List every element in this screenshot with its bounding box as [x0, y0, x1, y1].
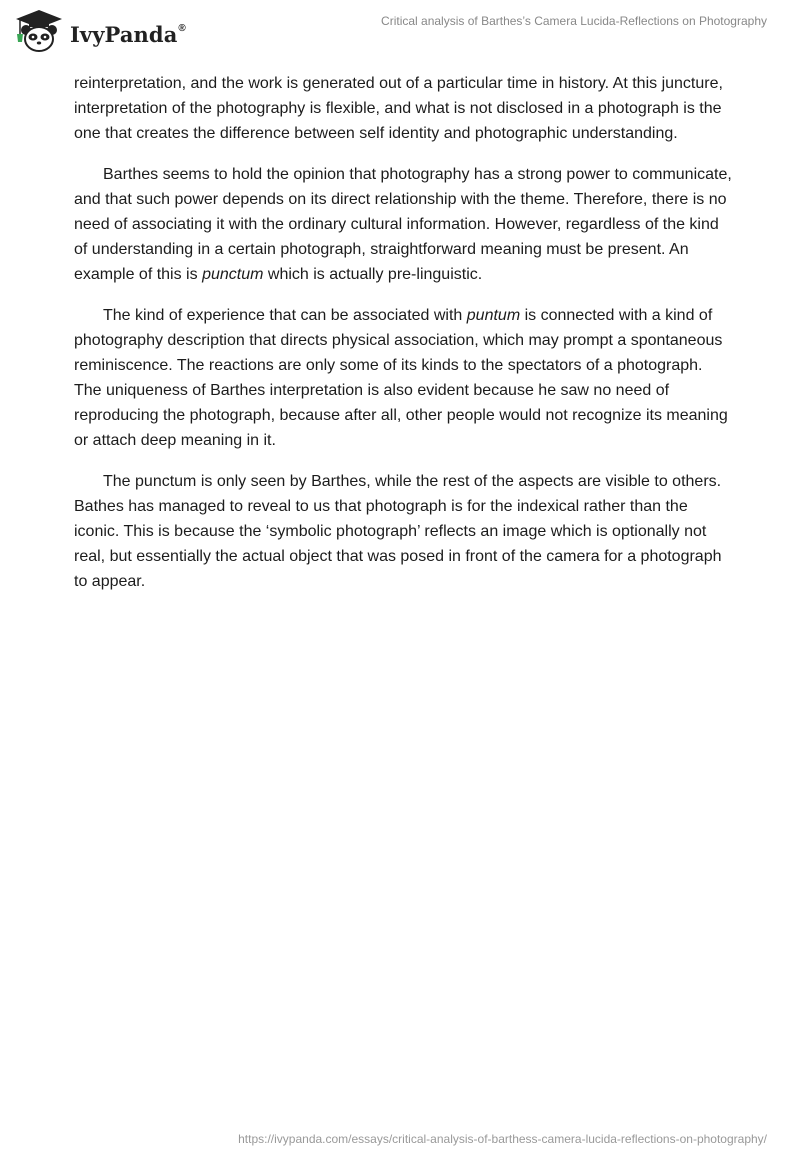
- source-url-link[interactable]: https://ivypanda.com/essays/critical-analysis-of-barthess-camera-lucida-reflections-on-photography/: [238, 1132, 767, 1146]
- brand-text: IvyPanda: [70, 21, 178, 47]
- page-header: [0, 0, 800, 70]
- paragraph-4: The punctum is only seen by Barthes, while the rest of the aspects are visible to others. Bathes has managed to reveal to us that photograph is for the indexical rather than the iconic. This is because the ‘symbolic photograph’ reflects an image which is optionally not real, but essentially the actual object that was posed in front of the camera for a photograph to appear.: [74, 473, 722, 590]
- registered-mark: ®: [178, 22, 186, 34]
- essay-body: [74, 71, 734, 610]
- panda-graduate-icon: [14, 8, 64, 54]
- term-puntum: puntum: [466, 307, 521, 324]
- paragraph-3: The kind of experience that can be associated with puntum is connected with a kind of photography description that directs physical association, which may prompt a spontaneous reminiscence. The reactions are only some of its kinds to the spectators of a photograph. The uniqueness of Barthes interpretation is also evident because he saw no need of reproducing the photograph, because after all, other people would not recognize its meaning or attach deep meaning in it.: [74, 307, 728, 449]
- term-punctum: punctum: [202, 266, 264, 283]
- brand-name: [70, 22, 186, 47]
- document-title: Critical analysis of Barthes’s Camera Lucida-Reflections on Photography: [381, 14, 767, 28]
- paragraph-1: reinterpretation, and the work is generated out of a particular time in history. At this juncture, interpretation of the photography is flexible, and what is not disclosed in a photograph is the one that creates the difference between self identity and photographic understanding.: [74, 75, 723, 142]
- paragraph-2: Barthes seems to hold the opinion that photography has a strong power to communicate, and that such power depends on its direct relationship with the theme. Therefore, there is no need of associating it with the ordinary cultural information. However, regardless of the kind of understanding in a certain photograph, straightforward meaning must be present. An example of this is punctum which is actually pre-linguistic.: [74, 166, 732, 283]
- ivypanda-logo[interactable]: [14, 8, 186, 54]
